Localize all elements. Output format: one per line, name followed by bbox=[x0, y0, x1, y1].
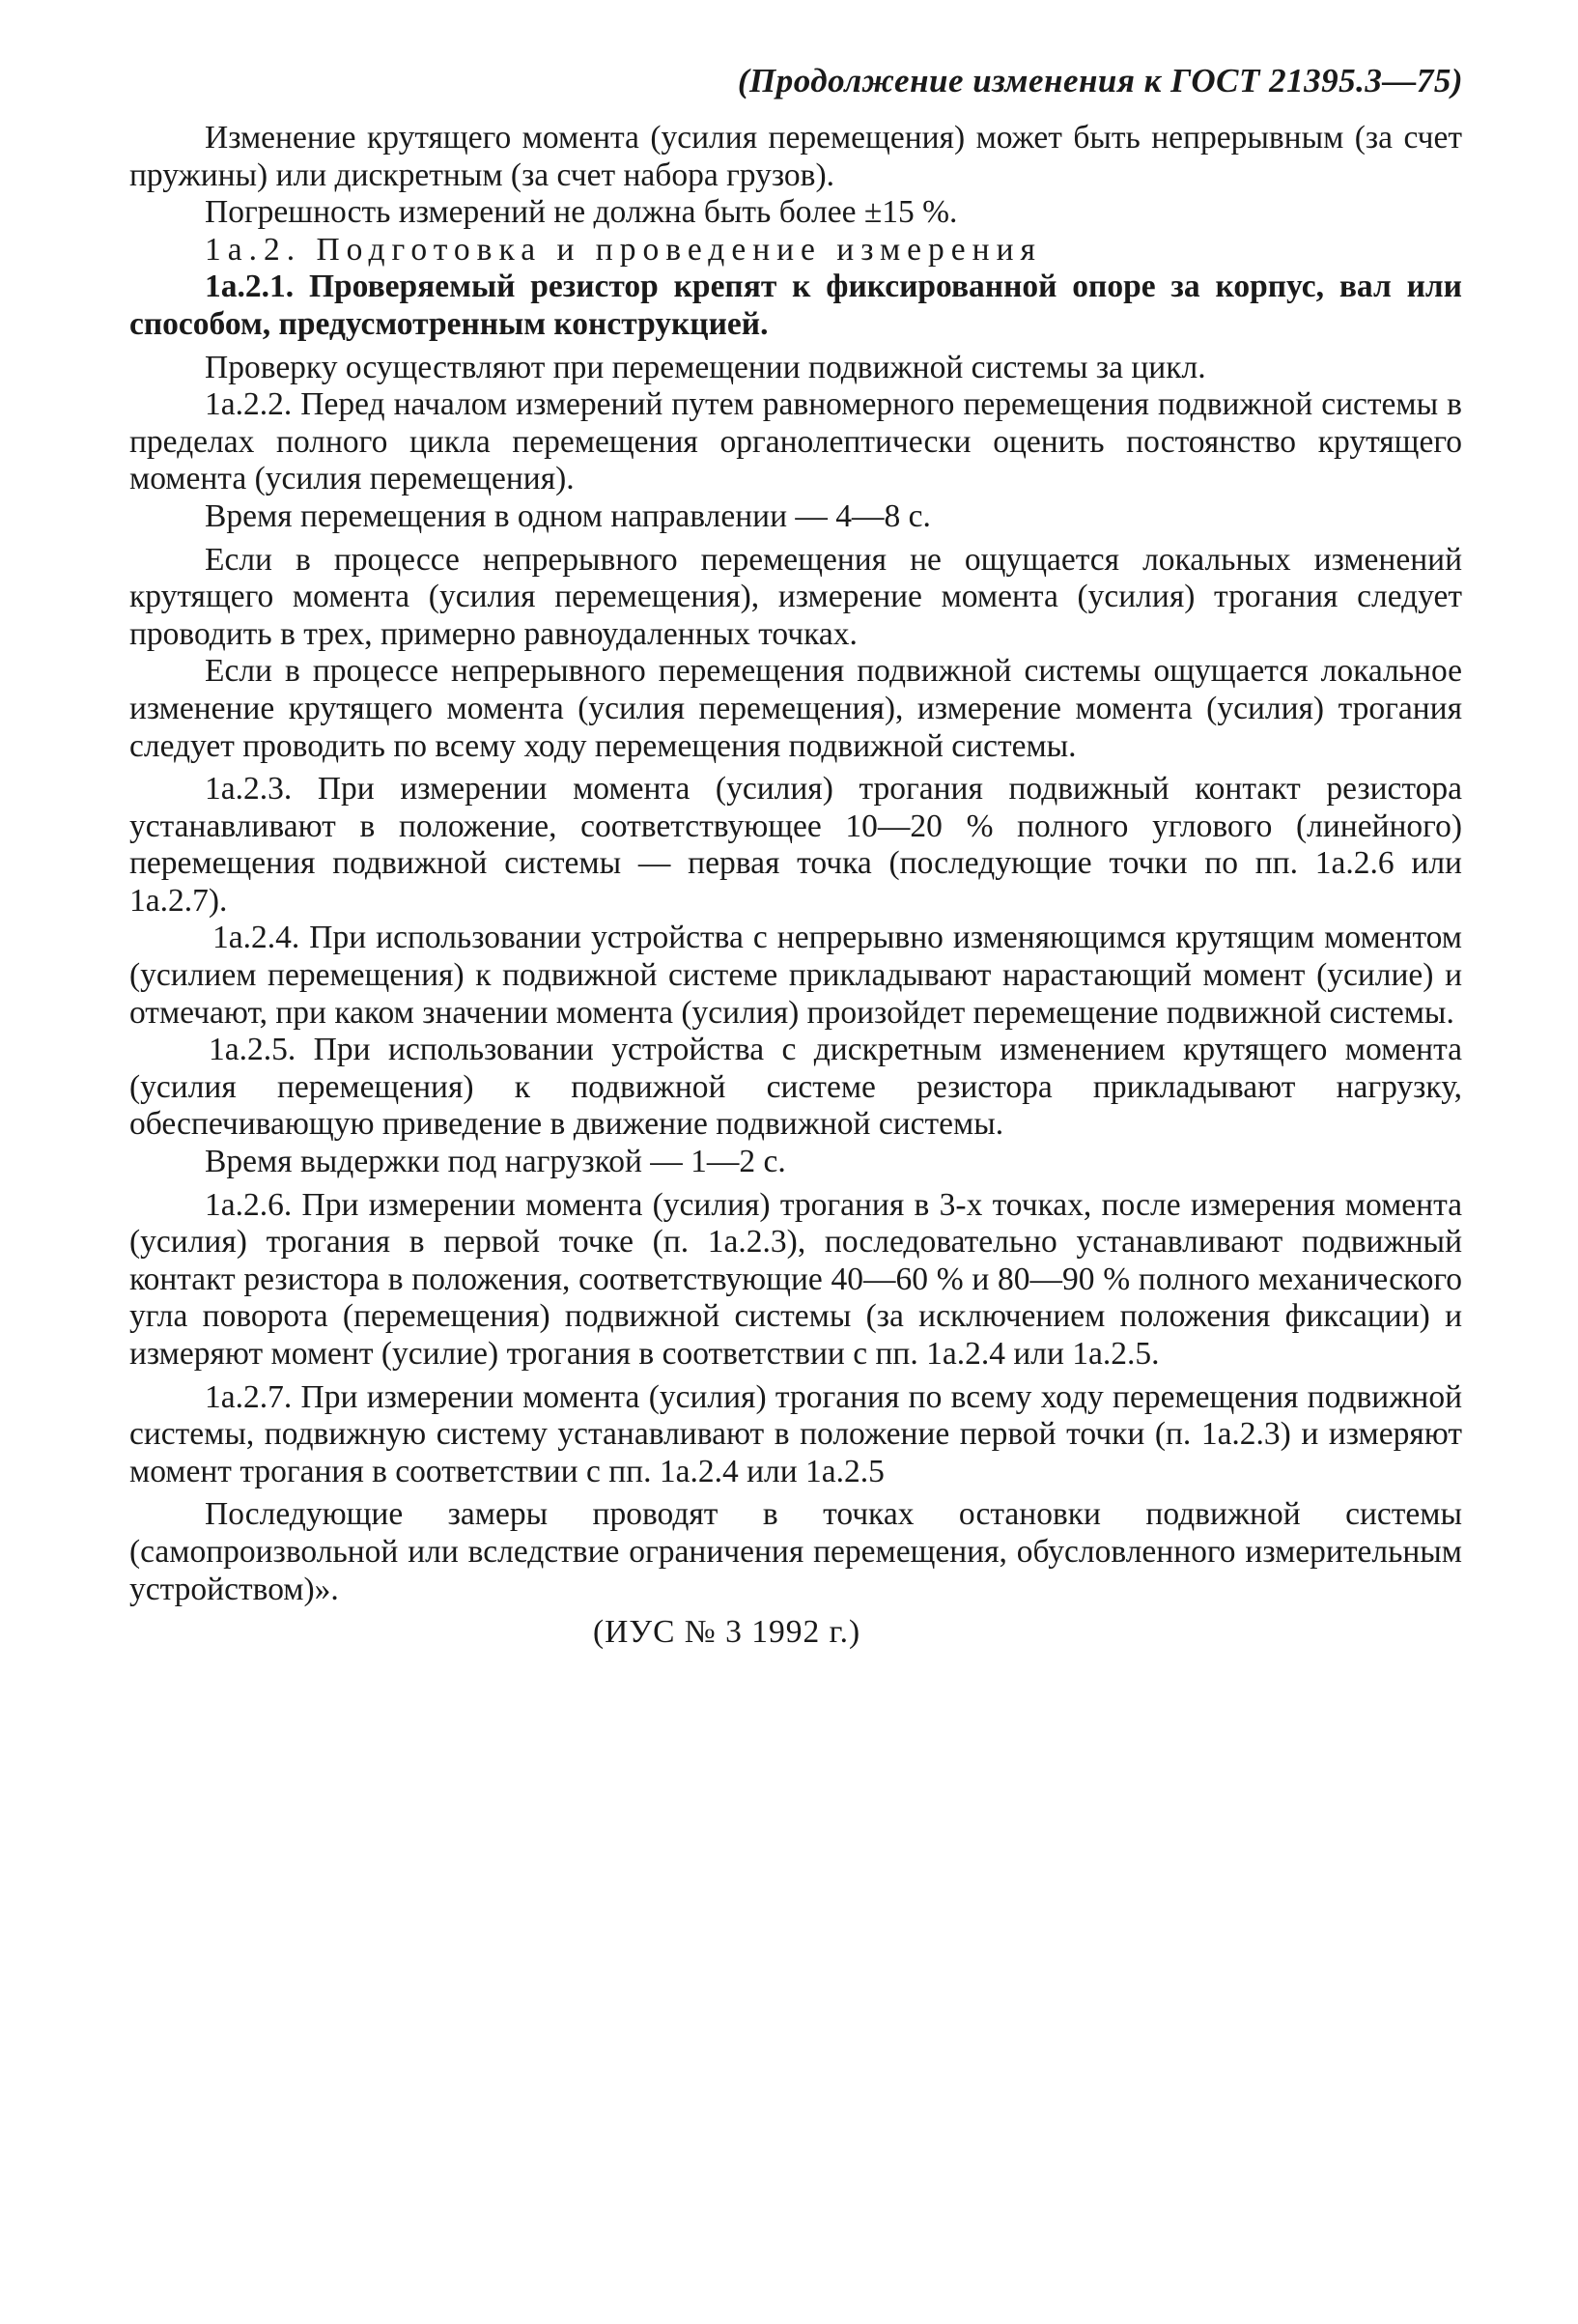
paragraph: Проверку осуществляют при перемещении подвижной системы за цикл. bbox=[205, 349, 1206, 385]
paragraph: 1а.2.4. При использовании устройства с непрерывно изменяющимся крутящим моментом (усилием перемещения) к подвижной системе прикладывают нарастающий момент (усилие) и отмечают, при каком значении момента (усилия) произойдет перемещение подвижной системы. bbox=[129, 920, 1462, 1031]
footer-citation: (ИУС № 3 1992 г.) bbox=[593, 1614, 861, 1651]
paragraph: 1а.2.3. При измерении момента (усилия) трогания подвижный контакт резистора устанавливают в положение, соответствующее 10—20 % полного углового (линейного) перемещения подвижной системы — первая точка (последующие точки по пп. 1а.2.6 или 1а.2.7). bbox=[129, 771, 1462, 919]
page-header: (Продолжение изменения к ГОСТ 21395.3—75) bbox=[737, 62, 1463, 99]
paragraph: Время выдержки под нагрузкой — 1—2 с. bbox=[205, 1144, 786, 1180]
paragraph: Изменение крутящего момента (усилия перемещения) может быть непрерывным (за счет пружины) или дискретным (за счет набора грузов). bbox=[129, 120, 1462, 193]
paragraph: 1а.2.7. При измерении момента (усилия) трогания по всему ходу перемещения подвижной системы, подвижную систему устанавливают в положение первой точки (п. 1а.2.3) и измеряют момент трогания в соответствии с пп. 1а.2.4 или 1а.2.5 bbox=[129, 1378, 1462, 1489]
paragraph: Если в процессе непрерывного перемещения подвижной системы ощущается локальное изменение крутящего момента (усилия перемещения), измерение момента (усилия) трогания следует проводить по всему ходу перемещения подвижной системы. bbox=[129, 653, 1462, 764]
paragraph: 1а.2.2. Перед началом измерений путем равномерного перемещения подвижной системы в пределах полного цикла перемещения органолептически оценить постоянство крутящего момента (усилия перемещения). bbox=[129, 386, 1462, 497]
paragraph: Погрешность измерений не должна быть более ±15 %. bbox=[205, 194, 958, 231]
section-heading: 1а.2. Подготовка и проведение измерения bbox=[205, 231, 1042, 268]
document-body bbox=[129, 120, 1462, 1652]
paragraph: Последующие замеры проводят в точках остановки подвижной системы (самопроизвольной или вследствие ограничения перемещения, обусловленного измерительным устройством)». bbox=[129, 1496, 1462, 1607]
paragraph: 1а.2.5. При использовании устройства с дискретным изменением крутящего момента (усилия перемещения) к подвижной системе резистора прикладывают нагрузку, обеспечивающую приведение в движение подвижной системы. bbox=[129, 1032, 1462, 1143]
paragraph: 1а.2.6. При измерении момента (усилия) трогания в 3-х точках, после измерения момента (усилия) трогания в первой точке (п. 1а.2.3), последовательно устанавливают подвижный контакт резистора в положения, соответствующие 40—60 % и 80—90 % полного механического угла поворота (перемещения) подвижной системы (за исключением положения фиксации) и измеряют момент (усилие) трогания в соответствии с пп. 1а.2.4 или 1а.2.5. bbox=[129, 1186, 1462, 1372]
paragraph: Если в процессе непрерывного перемещения не ощущается локальных изменений крутящего момента (усилия перемещения), измерение момента (усилия) трогания следует проводить в трех, примерно равноудаленных точках. bbox=[129, 541, 1462, 652]
paragraph: 1а.2.1. Проверяемый резистор крепят к фиксированной опоре за корпус, вал или способом, предусмотренным конструкцией. bbox=[129, 269, 1462, 342]
paragraph: Время перемещения в одном направлении — 4—8 с. bbox=[205, 497, 931, 534]
